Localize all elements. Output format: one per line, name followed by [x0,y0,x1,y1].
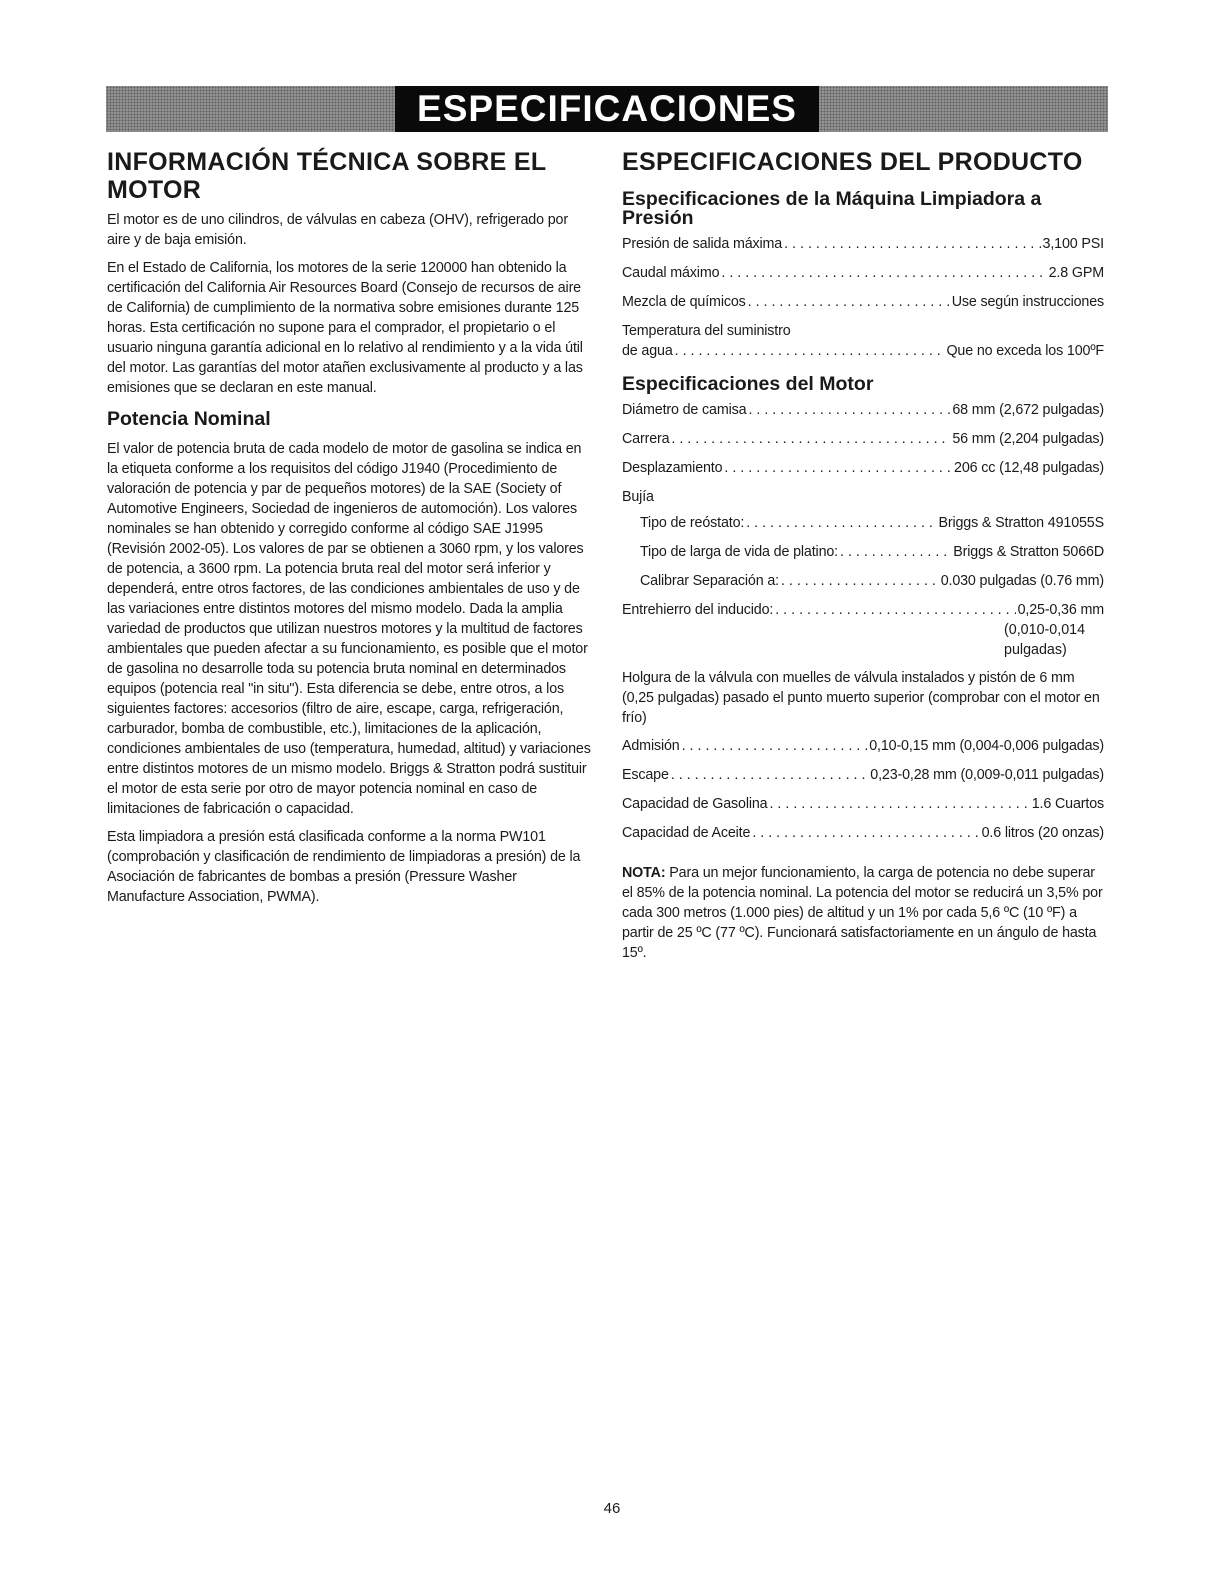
spec-value: 0,10-0,15 mm (0,004-0,006 pulgadas) [869,738,1104,754]
rated-power-paragraph: El valor de potencia bruta de cada modelo de motor de gasolina se indica en la etiqueta conforme a los requisitos del código J1940 (Procedimiento de valoración de potencia y par de pequeños motores) de la SAE (Society of Automotive Engineers, Sociedad de ingenieros de automoción). Los valores nominales se han obtenido y corregido conforme al código SAE J1995 (Revisión 2002-05). Los valores de par se obtienen a 3060 rpm, y los valores de potencia, a 3600 rpm. La potencia bruta real del motor será inferior y dependerá, entre otros factores, de las condiciones ambientales de uso y de las variaciones entre distintos motores del mismo modelo. Dada la amplia variedad de productos que utilizan nuestros motores y la multitud de factores ambientales que pueden afectar a su funcionamiento, es posible que el motor de gasolina no desarrolle toda su potencia bruta nominal en determinados equipos (potencia real "in situ"). Esta diferencia se debe, entre otros, a los siguientes factores: accesorios (filtro de aire, escape, carga, refrigeración, carburador, bomba de combustible, etc.), limitaciones de la aplicación, condiciones ambientales de uso (temperatura, humedad, altitud) y variaciones entre distintos motores de un mismo modelo. Briggs & Stratton podrá sustituir el motor de esta serie por otro de mayor potencia nominal en caso de limitaciones de fabricación o capacidad. [107,441,591,817]
armature-cont-1: (0,010-0,014 [1004,622,1086,638]
spec-row [622,765,1104,785]
spec-label: Capacidad de Aceite [622,825,751,841]
engine-intro-paragraph: El motor es de uno cilindros, de válvulas en cabeza (OHV), refrigerado por aire y de baja emisión. [107,212,568,248]
spec-label: Capacidad de Gasolina [622,796,768,812]
spec-row [622,571,1104,591]
spec-row [622,736,1104,756]
spec-row [622,263,1104,283]
spec-value: Briggs & Stratton 5066D [953,544,1104,560]
spec-label: Diámetro de camisa [622,402,747,418]
armature-value-continued [622,620,1104,660]
spec-row [622,400,1104,420]
leader-dots [840,542,951,562]
armature-cont-2: pulgadas) [1004,642,1067,658]
spec-value: 2.8 GPM [1048,265,1104,281]
spec-value: 3,100 PSI [1042,236,1104,252]
spec-label: Calibrar Separación a: [640,573,779,589]
leader-dots [748,292,950,312]
spec-row [622,600,1104,620]
spec-label: Desplazamiento [622,460,723,476]
leader-dots [721,263,1046,283]
spec-label: Tipo de reóstato: [640,515,745,531]
spec-row [622,341,1104,361]
pwma-paragraph: Esta limpiadora a presión está clasificada conforme a la norma PW101 (comprobación y clasificación de rendimiento de limpiadoras a presión) de la Asociación de fabricantes de bombas a presión (Pressure Washer Manufacture Association, PWMA). [107,829,581,905]
product-specs-heading: ESPECIFICACIONES DEL PRODUCTO [622,148,1083,176]
note-block [622,863,1104,963]
note-label: NOTA: [622,865,666,881]
spec-value: 206 cc (12,48 pulgadas) [954,460,1104,476]
leader-dots [671,765,868,785]
leader-dots [781,571,939,591]
spec-value: 0.6 litros (20 onzas) [981,825,1104,841]
leader-dots [752,823,979,843]
page-number: 46 [603,1500,621,1517]
motor-specs-heading: Especificaciones del Motor [622,373,874,395]
leader-dots [746,513,936,533]
leader-dots [775,600,1015,620]
spec-row [622,823,1104,843]
spec-label: Tipo de larga de vida de platino: [640,544,838,560]
spark-plug-label: Bujía [622,489,654,505]
spec-value: 0.030 pulgadas (0.76 mm) [940,573,1104,589]
note-text: Para un mejor funcionamiento, la carga de potencia no debe superar el 85% de la potencia nominal. La potencia del motor se reducirá un 3,5% por cada 300 metros (1.000 pies) de altitud y un 1% por cada 5,6 ºC (10 ºF) a partir de 25 ºC (77 ºC). Funcionará satisfactoriamente en un ángulo de hasta 15º. [622,865,1103,961]
spec-row [622,542,1104,562]
leader-dots [682,736,868,756]
spec-label: Carrera [622,431,670,447]
spec-row [622,429,1104,449]
machine-specs-heading: Especificaciones de la Máquina Limpiadora a Presión [622,188,1042,229]
spec-label: Caudal máximo [622,265,720,281]
spec-row [622,292,1104,312]
leader-dots [675,341,945,361]
rated-power-heading: Potencia Nominal [107,408,271,430]
right-column [622,148,1104,963]
leader-dots [748,400,950,420]
spec-value: 1.6 Cuartos [1031,796,1104,812]
spec-value: 68 mm (2,672 pulgadas) [952,402,1104,418]
spec-label: Admisión [622,738,680,754]
section-banner [106,86,1108,132]
spec-row [622,513,1104,533]
machine-spec-list [622,234,1104,361]
california-paragraph: En el Estado de California, los motores de la serie 120000 han obtenido la certificación del California Air Resources Board (Consejo de recursos de aire de California) de cumplimiento de la normativa sobre emisiones durante 125 horas. Esta certificación no supone para el comprador, el propietario o el usuario ninguna garantía adicional en lo relativo al rendimiento y a la vida útil del motor. Las garantías del motor atañen exclusivamente al producto y a las emisiones que se declaran en este manual. [107,260,583,396]
spec-row [622,234,1104,254]
spec-value: 0,25-0,36 mm [1017,602,1104,618]
leader-dots [724,458,952,478]
left-column [107,148,591,915]
spec-label: Mezcla de químicos [622,294,746,310]
spec-row [622,794,1104,814]
spec-label: de agua [622,343,673,359]
spec-label: Presión de salida máxima [622,236,783,252]
spec-value: Briggs & Stratton 491055S [938,515,1104,531]
temperature-label: Temperatura del suministro [622,323,791,339]
spec-value: Que no exceda los 100ºF [946,343,1104,359]
spec-label: Entrehierro del inducido: [622,602,774,618]
spec-value: Use según instrucciones [951,294,1104,310]
motor-spec-list [622,400,1104,843]
leader-dots [784,234,1040,254]
leader-dots [769,794,1029,814]
leader-dots [671,429,950,449]
spec-value: 56 mm (2,204 pulgadas) [952,431,1104,447]
engine-info-heading: INFORMACIÓN TÉCNICA SOBRE EL MOTOR [107,148,546,204]
spec-label: Escape [622,767,669,783]
banner-title: ESPECIFICACIONES [395,86,819,132]
valve-clearance-paragraph: Holgura de la válvula con muelles de válvula instalados y pistón de 6 mm (0,25 pulgadas) pasado el punto muerto superior (comprobar con el motor en frío) [622,670,1100,726]
spec-value: 0,23-0,28 mm (0,009-0,011 pulgadas) [870,767,1104,783]
spec-row [622,458,1104,478]
